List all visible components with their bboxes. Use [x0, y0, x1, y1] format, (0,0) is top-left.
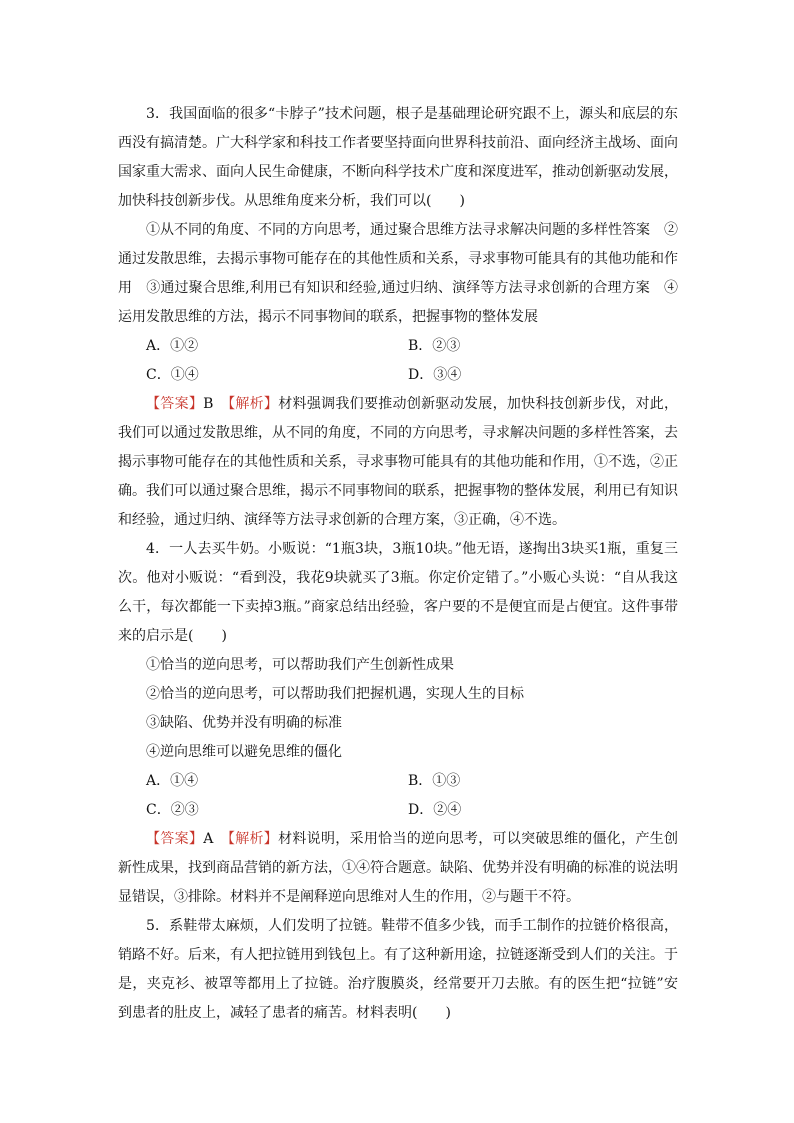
analysis-text: 材料说明，采用恰当的逆向思考，可以突破思维的僵化，产生创新性成果，找到商品营销的新方法，①④符合题意。缺陷、优势并没有明确的标准的说法明显错误，③排除。材料并不是阐释逆向思维对人生的作用，②与题干不符。 [118, 831, 679, 905]
analysis-tag: 【解析】 [227, 831, 279, 847]
choice-d: D．③④ [408, 367, 462, 383]
choice-b: B．①③ [408, 773, 461, 789]
choice-a: A．①② [146, 338, 199, 354]
document-page [118, 100, 678, 1028]
question-3-choices [118, 332, 678, 390]
choice-c: C．②③ [146, 802, 199, 818]
question-3-stem: 3．我国面临的很多“卡脖子”技术问题，根子是基础理论研究跟不上，源头和底层的东西没有搞清楚。广大科学家和科技工作者要坚持面向世界科技前沿、面向经济主战场、面向国家重大需求、面向人民生命健康，不断向科学技术广度和深度进军，推动创新驱动发展，加快科技创新步伐。从思维角度来分析，我们可以( ) [118, 106, 678, 209]
question-4-option-3: ③缺陷、优势并没有明确的标准 [146, 715, 342, 731]
question-4-stem: 4．一人去买牛奶。小贩说：“1瓶3块，3瓶10块。”他无语，遂掏出3块买1瓶，重复三次。他对小贩说：“看到没，我花9块就买了3瓶。你定价定错了。”小贩心头说：“自从我这么干，每次都能一下卖掉3瓶。”商家总结出经验，客户要的不是便宜而是占便宜。这件事带来的启示是( ) [118, 541, 678, 644]
question-4-choices [118, 767, 678, 825]
choice-a: A．①④ [146, 773, 199, 789]
question-3-answer [118, 390, 678, 535]
choice-b: B．②③ [408, 338, 461, 354]
answer-letter: B [203, 396, 214, 412]
question-5-stem: 5．系鞋带太麻烦，人们发明了拉链。鞋带不值多少钱，而手工制作的拉链价格很高，销路不好。后来，有人把拉链用到钱包上。有了这种新用途，拉链逐渐受到人们的关注。于是，夹克衫、被罩等都用上了拉链。治疗腹膜炎，经常要开刀去脓。有的医生把“拉链”安到患者的肚皮上，减轻了患者的痛苦。材料表明( ) [118, 918, 678, 1021]
question-3-options: ①从不同的角度、不同的方向思考，通过聚合思维方法寻求解决问题的多样性答案 ②通过发散思维，去揭示事物可能存在的其他性质和关系，寻求事物可能具有的其他功能和作用 ③通过聚合思维,利用已有知识和经验,通过归纳、演绎等方法寻求创新的合理方案 ④运用发散思维的方法，揭示不同事物间的联系，把握事物的整体发展 [118, 222, 678, 325]
question-4-answer [118, 825, 678, 912]
answer-letter: A [203, 831, 214, 847]
choice-c: C．①④ [146, 367, 199, 383]
answer-tag: 【答案】 [146, 396, 204, 412]
question-4-option-4: ④逆向思维可以避免思维的僵化 [146, 744, 342, 760]
analysis-text: 材料强调我们要推动创新驱动发展，加快科技创新步伐，对此，我们可以通过发散思维，从不同的角度，不同的方向思考，寻求解决问题的多样性答案，去揭示事物可能存在的其他性质和关系，寻求事物可能具有的其他功能和作用，①不选，②正确。我们可以通过聚合思维，揭示不同事物间的联系，把握事物的整体发展，利用已有知识和经验，通过归纳、演绎等方法寻求创新的合理方案，③正确，④不选。 [118, 396, 679, 528]
answer-tag: 【答案】 [146, 831, 204, 847]
question-4-option-1: ①恰当的逆向思考，可以帮助我们产生创新性成果 [146, 657, 454, 673]
question-4-option-2: ②恰当的逆向思考，可以帮助我们把握机遇，实现人生的目标 [146, 686, 524, 702]
choice-d: D．②④ [408, 802, 462, 818]
analysis-tag: 【解析】 [228, 396, 279, 412]
